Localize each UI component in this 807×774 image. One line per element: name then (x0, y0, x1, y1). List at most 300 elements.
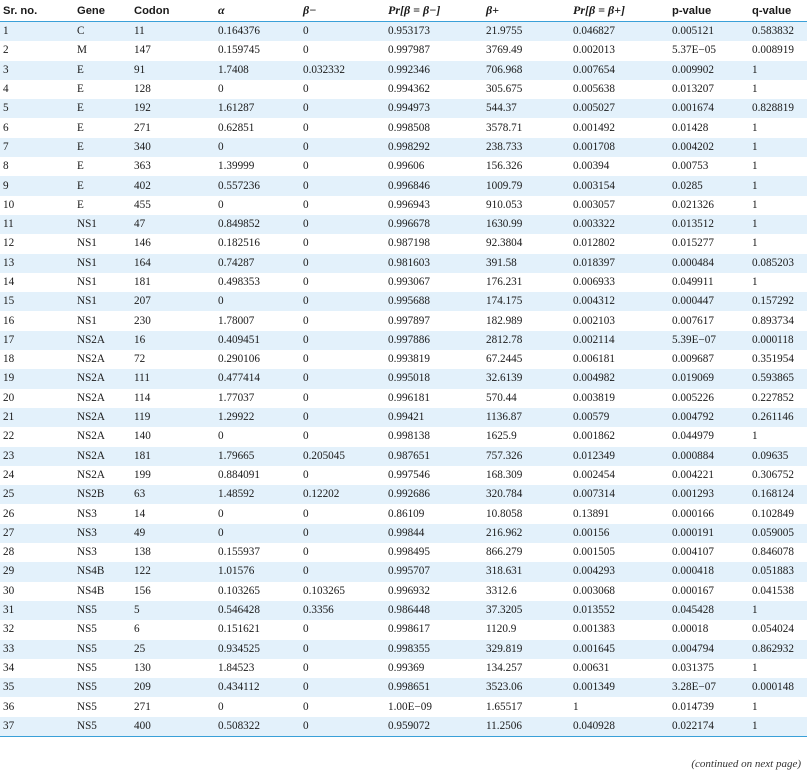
cell-qvalue: 0.583832 (749, 22, 807, 42)
cell-codon: 6 (131, 620, 215, 639)
cell-pr_beta_minus: 0.997987 (385, 41, 483, 60)
cell-srno: 22 (0, 427, 74, 446)
cell-pr_beta_minus: 0.996181 (385, 389, 483, 408)
cell-beta_plus: 11.2506 (483, 717, 570, 737)
cell-beta_plus: 168.309 (483, 466, 570, 485)
cell-gene: NS5 (74, 620, 131, 639)
table-row (0, 118, 807, 137)
cell-pr_beta_plus: 0.001383 (570, 620, 669, 639)
cell-beta_plus: 329.819 (483, 640, 570, 659)
table-row (0, 350, 807, 369)
cell-qvalue: 0.351954 (749, 350, 807, 369)
table-row (0, 504, 807, 523)
cell-alpha: 0 (215, 504, 300, 523)
cell-qvalue: 1 (749, 61, 807, 80)
cell-codon: 271 (131, 697, 215, 716)
table-row (0, 176, 807, 195)
cell-pr_beta_minus: 0.994973 (385, 99, 483, 118)
cell-qvalue: 0.157292 (749, 292, 807, 311)
cell-beta_minus: 0 (300, 466, 385, 485)
cell-alpha: 0 (215, 138, 300, 157)
cell-srno: 15 (0, 292, 74, 311)
cell-codon: 147 (131, 41, 215, 60)
cell-qvalue: 1 (749, 273, 807, 292)
cell-pr_beta_plus: 0.012349 (570, 447, 669, 466)
cell-beta_minus: 0 (300, 215, 385, 234)
cell-alpha: 0 (215, 196, 300, 215)
cell-alpha: 0.62851 (215, 118, 300, 137)
cell-beta_minus: 0 (300, 311, 385, 330)
cell-gene: E (74, 196, 131, 215)
table-row (0, 659, 807, 678)
cell-srno: 24 (0, 466, 74, 485)
cell-qvalue: 0.041538 (749, 582, 807, 601)
cell-codon: 72 (131, 350, 215, 369)
cell-beta_plus: 134.257 (483, 659, 570, 678)
cell-codon: 340 (131, 138, 215, 157)
cell-qvalue: 1 (749, 234, 807, 253)
table-row (0, 292, 807, 311)
cell-beta_minus: 0 (300, 659, 385, 678)
cell-gene: NS3 (74, 524, 131, 543)
cell-codon: 230 (131, 311, 215, 330)
cell-beta_minus: 0.3356 (300, 601, 385, 620)
table-row (0, 369, 807, 388)
cell-beta_plus: 3769.49 (483, 41, 570, 60)
cell-pvalue: 0.004792 (669, 408, 749, 427)
cell-gene: E (74, 138, 131, 157)
cell-srno: 8 (0, 157, 74, 176)
cell-pvalue: 0.004221 (669, 466, 749, 485)
cell-pr_beta_plus: 0.00156 (570, 524, 669, 543)
cell-pvalue: 0.019069 (669, 369, 749, 388)
cell-alpha: 1.78007 (215, 311, 300, 330)
cell-pvalue: 0.021326 (669, 196, 749, 215)
cell-beta_minus: 0 (300, 350, 385, 369)
cell-pvalue: 0.001293 (669, 485, 749, 504)
cell-codon: 207 (131, 292, 215, 311)
cell-codon: 455 (131, 196, 215, 215)
cell-beta_plus: 910.053 (483, 196, 570, 215)
cell-srno: 9 (0, 176, 74, 195)
cell-alpha: 0.508322 (215, 717, 300, 737)
cell-alpha: 0.151621 (215, 620, 300, 639)
cell-beta_minus: 0 (300, 80, 385, 99)
cell-qvalue: 0.846078 (749, 543, 807, 562)
cell-codon: 49 (131, 524, 215, 543)
cell-beta_plus: 1.65517 (483, 697, 570, 716)
cell-pr_beta_plus: 0.001505 (570, 543, 669, 562)
cell-srno: 26 (0, 504, 74, 523)
cell-pvalue: 0.000167 (669, 582, 749, 601)
cell-pvalue: 0.000166 (669, 504, 749, 523)
cell-pr_beta_minus: 0.959072 (385, 717, 483, 737)
cell-pr_beta_plus: 0.002013 (570, 41, 669, 60)
cell-pr_beta_plus: 1 (570, 697, 669, 716)
cell-codon: 164 (131, 254, 215, 273)
cell-pvalue: 0.00018 (669, 620, 749, 639)
cell-pvalue: 0.031375 (669, 659, 749, 678)
cell-qvalue: 0.09635 (749, 447, 807, 466)
cell-qvalue: 0.828819 (749, 99, 807, 118)
cell-alpha: 0.884091 (215, 466, 300, 485)
cell-gene: NS5 (74, 601, 131, 620)
table-row (0, 273, 807, 292)
cell-alpha: 0 (215, 292, 300, 311)
table-row (0, 466, 807, 485)
cell-pvalue: 0.007617 (669, 311, 749, 330)
cell-beta_plus: 1625.9 (483, 427, 570, 446)
cell-gene: NS5 (74, 717, 131, 737)
table-row (0, 582, 807, 601)
cell-qvalue: 0.862932 (749, 640, 807, 659)
cell-beta_minus: 0.032332 (300, 61, 385, 80)
cell-beta_plus: 156.326 (483, 157, 570, 176)
cell-alpha: 0 (215, 80, 300, 99)
table-row (0, 408, 807, 427)
cell-pr_beta_minus: 0.99606 (385, 157, 483, 176)
cell-pvalue: 0.001674 (669, 99, 749, 118)
cell-codon: 114 (131, 389, 215, 408)
cell-qvalue: 0.593865 (749, 369, 807, 388)
cell-beta_plus: 320.784 (483, 485, 570, 504)
cell-alpha: 0.290106 (215, 350, 300, 369)
cell-alpha: 0.155937 (215, 543, 300, 562)
cell-pvalue: 5.39E−07 (669, 331, 749, 350)
cell-gene: NS1 (74, 311, 131, 330)
cell-alpha: 0.159745 (215, 41, 300, 60)
cell-alpha: 1.39999 (215, 157, 300, 176)
cell-codon: 181 (131, 273, 215, 292)
cell-pvalue: 0.005121 (669, 22, 749, 42)
cell-beta_plus: 67.2445 (483, 350, 570, 369)
table-row (0, 601, 807, 620)
cell-alpha: 1.84523 (215, 659, 300, 678)
cell-codon: 209 (131, 678, 215, 697)
cell-pr_beta_minus: 0.994362 (385, 80, 483, 99)
cell-pvalue: 0.014739 (669, 697, 749, 716)
continued-note: (continued on next page) (691, 758, 801, 770)
cell-alpha: 1.48592 (215, 485, 300, 504)
cell-beta_minus: 0 (300, 331, 385, 350)
cell-gene: NS2A (74, 447, 131, 466)
cell-alpha: 0.498353 (215, 273, 300, 292)
cell-pvalue: 0.005226 (669, 389, 749, 408)
header-row (0, 0, 807, 22)
cell-gene: NS1 (74, 273, 131, 292)
cell-pr_beta_plus: 0.005027 (570, 99, 669, 118)
cell-pr_beta_minus: 0.993067 (385, 273, 483, 292)
cell-pr_beta_minus: 0.953173 (385, 22, 483, 42)
cell-pr_beta_plus: 0.13891 (570, 504, 669, 523)
cell-gene: NS2A (74, 369, 131, 388)
cell-alpha: 0.849852 (215, 215, 300, 234)
cell-beta_plus: 182.989 (483, 311, 570, 330)
table-row (0, 157, 807, 176)
cell-beta_minus: 0 (300, 524, 385, 543)
cell-alpha: 0.74287 (215, 254, 300, 273)
cell-srno: 33 (0, 640, 74, 659)
cell-pr_beta_plus: 0.006933 (570, 273, 669, 292)
cell-pvalue: 0.009902 (669, 61, 749, 80)
cell-beta_minus: 0 (300, 369, 385, 388)
cell-pr_beta_minus: 0.992346 (385, 61, 483, 80)
cell-codon: 130 (131, 659, 215, 678)
cell-beta_plus: 544.37 (483, 99, 570, 118)
cell-pvalue: 0.009687 (669, 350, 749, 369)
cell-pr_beta_plus: 0.006181 (570, 350, 669, 369)
cell-srno: 10 (0, 196, 74, 215)
cell-qvalue: 0.008919 (749, 41, 807, 60)
cell-beta_plus: 706.968 (483, 61, 570, 80)
cell-beta_plus: 1136.87 (483, 408, 570, 427)
header-codon: Codon (131, 0, 215, 22)
cell-srno: 37 (0, 717, 74, 737)
cell-pr_beta_plus: 0.018397 (570, 254, 669, 273)
cell-alpha: 0.477414 (215, 369, 300, 388)
cell-qvalue: 1 (749, 215, 807, 234)
cell-beta_plus: 570.44 (483, 389, 570, 408)
table-row (0, 389, 807, 408)
cell-qvalue: 1 (749, 118, 807, 137)
cell-alpha: 1.79665 (215, 447, 300, 466)
cell-pr_beta_minus: 0.993819 (385, 350, 483, 369)
cell-qvalue: 1 (749, 427, 807, 446)
cell-beta_minus: 0 (300, 138, 385, 157)
header-alpha: α (215, 0, 300, 22)
cell-srno: 35 (0, 678, 74, 697)
cell-pr_beta_minus: 1.00E−09 (385, 697, 483, 716)
table-row (0, 22, 807, 42)
cell-pr_beta_plus: 0.001349 (570, 678, 669, 697)
cell-pr_beta_minus: 0.981603 (385, 254, 483, 273)
cell-qvalue: 0.102849 (749, 504, 807, 523)
cell-pr_beta_plus: 0.004982 (570, 369, 669, 388)
table-row (0, 215, 807, 234)
cell-pr_beta_minus: 0.998292 (385, 138, 483, 157)
cell-pr_beta_minus: 0.998617 (385, 620, 483, 639)
cell-gene: NS2A (74, 427, 131, 446)
cell-pr_beta_plus: 0.002454 (570, 466, 669, 485)
header-beta-minus: β− (300, 0, 385, 22)
table-row (0, 80, 807, 99)
cell-beta_plus: 1630.99 (483, 215, 570, 234)
cell-gene: NS3 (74, 504, 131, 523)
cell-beta_plus: 32.6139 (483, 369, 570, 388)
cell-pr_beta_plus: 0.001862 (570, 427, 669, 446)
cell-alpha: 1.01576 (215, 562, 300, 581)
cell-alpha: 1.61287 (215, 99, 300, 118)
cell-gene: NS3 (74, 543, 131, 562)
header-pr-beta-minus: Pr[β = β−] (385, 0, 483, 22)
cell-pvalue: 0.004107 (669, 543, 749, 562)
cell-alpha: 0.409451 (215, 331, 300, 350)
cell-pvalue: 3.28E−07 (669, 678, 749, 697)
cell-pvalue: 0.00753 (669, 157, 749, 176)
cell-pr_beta_plus: 0.003068 (570, 582, 669, 601)
cell-codon: 363 (131, 157, 215, 176)
cell-codon: 128 (131, 80, 215, 99)
table-row (0, 311, 807, 330)
cell-qvalue: 0.059005 (749, 524, 807, 543)
cell-pr_beta_minus: 0.987651 (385, 447, 483, 466)
cell-beta_minus: 0 (300, 640, 385, 659)
cell-pvalue: 0.004794 (669, 640, 749, 659)
cell-beta_minus: 0 (300, 273, 385, 292)
cell-srno: 25 (0, 485, 74, 504)
cell-srno: 34 (0, 659, 74, 678)
cell-qvalue: 0.000148 (749, 678, 807, 697)
cell-pr_beta_minus: 0.86109 (385, 504, 483, 523)
cell-srno: 27 (0, 524, 74, 543)
cell-alpha: 1.29922 (215, 408, 300, 427)
cell-pr_beta_plus: 0.00579 (570, 408, 669, 427)
cell-beta_minus: 0 (300, 408, 385, 427)
cell-codon: 122 (131, 562, 215, 581)
cell-codon: 25 (131, 640, 215, 659)
table-row (0, 254, 807, 273)
cell-srno: 3 (0, 61, 74, 80)
cell-codon: 400 (131, 717, 215, 737)
cell-alpha: 0.164376 (215, 22, 300, 42)
cell-pr_beta_plus: 0.003322 (570, 215, 669, 234)
cell-pr_beta_plus: 0.040928 (570, 717, 669, 737)
header-qvalue: q-value (749, 0, 807, 22)
cell-gene: NS5 (74, 697, 131, 716)
cell-alpha: 0 (215, 427, 300, 446)
cell-gene: E (74, 176, 131, 195)
cell-pr_beta_plus: 0.003057 (570, 196, 669, 215)
cell-beta_minus: 0 (300, 41, 385, 60)
cell-qvalue: 0.227852 (749, 389, 807, 408)
cell-srno: 36 (0, 697, 74, 716)
cell-beta_plus: 21.9755 (483, 22, 570, 42)
header-pr-beta-plus: Pr[β = β+] (570, 0, 669, 22)
cell-gene: E (74, 99, 131, 118)
cell-beta_plus: 305.675 (483, 80, 570, 99)
cell-pr_beta_plus: 0.003154 (570, 176, 669, 195)
cell-pr_beta_minus: 0.997897 (385, 311, 483, 330)
cell-beta_plus: 92.3804 (483, 234, 570, 253)
cell-srno: 14 (0, 273, 74, 292)
cell-pr_beta_plus: 0.003819 (570, 389, 669, 408)
cell-qvalue: 1 (749, 717, 807, 737)
cell-gene: M (74, 41, 131, 60)
cell-gene: NS1 (74, 215, 131, 234)
cell-pvalue: 0.000191 (669, 524, 749, 543)
table-row (0, 697, 807, 716)
cell-pr_beta_minus: 0.99844 (385, 524, 483, 543)
cell-srno: 19 (0, 369, 74, 388)
cell-beta_minus: 0 (300, 157, 385, 176)
table-row (0, 61, 807, 80)
cell-srno: 2 (0, 41, 74, 60)
cell-pr_beta_plus: 0.001708 (570, 138, 669, 157)
cell-qvalue: 0.000118 (749, 331, 807, 350)
cell-srno: 32 (0, 620, 74, 639)
cell-beta_plus: 238.733 (483, 138, 570, 157)
cell-qvalue: 1 (749, 176, 807, 195)
cell-codon: 156 (131, 582, 215, 601)
cell-pr_beta_minus: 0.99369 (385, 659, 483, 678)
cell-codon: 16 (131, 331, 215, 350)
cell-beta_minus: 0 (300, 543, 385, 562)
cell-qvalue: 0.054024 (749, 620, 807, 639)
cell-alpha: 0.434112 (215, 678, 300, 697)
cell-pr_beta_plus: 0.007654 (570, 61, 669, 80)
cell-beta_plus: 174.175 (483, 292, 570, 311)
cell-qvalue: 0.893734 (749, 311, 807, 330)
cell-gene: E (74, 61, 131, 80)
cell-srno: 18 (0, 350, 74, 369)
cell-beta_plus: 1120.9 (483, 620, 570, 639)
header-beta-plus: β+ (483, 0, 570, 22)
cell-pr_beta_plus: 0.012802 (570, 234, 669, 253)
cell-beta_minus: 0.205045 (300, 447, 385, 466)
cell-codon: 47 (131, 215, 215, 234)
cell-beta_plus: 318.631 (483, 562, 570, 581)
cell-gene: NS5 (74, 640, 131, 659)
cell-beta_minus: 0 (300, 562, 385, 581)
cell-srno: 29 (0, 562, 74, 581)
cell-beta_plus: 3578.71 (483, 118, 570, 137)
cell-beta_plus: 10.8058 (483, 504, 570, 523)
cell-qvalue: 0.306752 (749, 466, 807, 485)
cell-pr_beta_minus: 0.998495 (385, 543, 483, 562)
cell-beta_minus: 0 (300, 176, 385, 195)
cell-qvalue: 0.261146 (749, 408, 807, 427)
cell-pr_beta_plus: 0.002114 (570, 331, 669, 350)
cell-qvalue: 1 (749, 157, 807, 176)
cell-gene: NS2A (74, 389, 131, 408)
cell-qvalue: 1 (749, 697, 807, 716)
header-gene: Gene (74, 0, 131, 22)
cell-pr_beta_plus: 0.046827 (570, 22, 669, 42)
table-row (0, 485, 807, 504)
cell-codon: 91 (131, 61, 215, 80)
cell-pvalue: 0.013207 (669, 80, 749, 99)
cell-beta_plus: 37.3205 (483, 601, 570, 620)
cell-pvalue: 0.000447 (669, 292, 749, 311)
table-row (0, 447, 807, 466)
header-srno: Sr. no. (0, 0, 74, 22)
cell-pvalue: 5.37E−05 (669, 41, 749, 60)
cell-pr_beta_minus: 0.992686 (385, 485, 483, 504)
cell-gene: E (74, 157, 131, 176)
table-row (0, 427, 807, 446)
cell-beta_minus: 0 (300, 234, 385, 253)
cell-beta_minus: 0 (300, 427, 385, 446)
cell-beta_minus: 0 (300, 717, 385, 737)
cell-gene: NS1 (74, 254, 131, 273)
cell-beta_minus: 0 (300, 504, 385, 523)
cell-qvalue: 1 (749, 80, 807, 99)
cell-srno: 12 (0, 234, 74, 253)
cell-codon: 192 (131, 99, 215, 118)
cell-beta_minus: 0 (300, 620, 385, 639)
cell-srno: 6 (0, 118, 74, 137)
table-row (0, 331, 807, 350)
cell-pr_beta_minus: 0.99421 (385, 408, 483, 427)
cell-srno: 17 (0, 331, 74, 350)
cell-beta_minus: 0.103265 (300, 582, 385, 601)
cell-beta_plus: 866.279 (483, 543, 570, 562)
cell-codon: 138 (131, 543, 215, 562)
cell-beta_plus: 391.58 (483, 254, 570, 273)
cell-gene: NS2A (74, 466, 131, 485)
cell-gene: E (74, 80, 131, 99)
cell-gene: NS4B (74, 582, 131, 601)
